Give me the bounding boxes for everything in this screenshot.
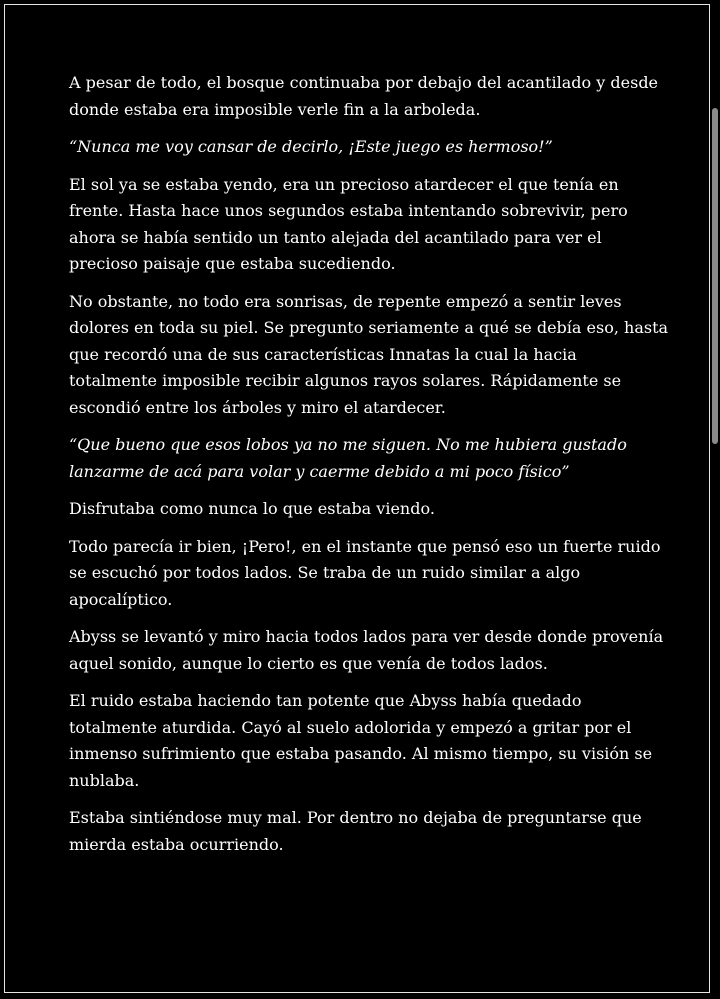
paragraph: Estaba sintiéndose muy mal. Por dentro no dejaba de preguntarse que mierda estaba ocurriendo. xyxy=(69,808,642,854)
paragraph: No obstante, no todo era sonrisas, de repente empezó a sentir leves dolores en toda su piel. Se pregunto seriamente a qué se debía eso, hasta que recordó una de sus características Innatas la cual la hacia totalmente imposible recibir algunos rayos solares. Rápidamente se escondió entre los árboles y miro el atardecer. xyxy=(69,291,669,417)
paragraph: El ruido estaba haciendo tan potente que Abyss había quedado totalmente aturdida. Cayó al suelo adolorida y empezó a gritar por el inmenso sufrimiento que estaba pasando. Al mismo tiempo, su visión se nublaba. xyxy=(69,691,653,790)
paragraph: El sol ya se estaba yendo, era un precioso atardecer el que tenía en frente. Hasta hace unos segundos estaba intentando sobrevivir, pero ahora se había sentido un tanto alejada del acantilado para ver el precioso paisaje que estaba sucediendo. xyxy=(69,174,628,273)
chapter-text xyxy=(69,70,669,869)
thought-paragraph: “Nunca me voy cansar de decirlo, ¡Este juego es hermoso!” xyxy=(69,137,553,156)
thought-paragraph: “Que bueno que esos lobos ya no me siguen. No me hubiera gustado lanzarme de acá para volar y caerme debido a mi poco físico” xyxy=(69,435,627,481)
paragraph: Abyss se levantó y miro hacia todos lados para ver desde donde provenía aquel sonido, aunque lo cierto es que venía de todos lados. xyxy=(69,627,664,673)
paragraph: A pesar de todo, el bosque continuaba por debajo del acantilado y desde donde estaba era imposible verle fin a la arboleda. xyxy=(69,73,659,119)
paragraph: Todo parecía ir bien, ¡Pero!, en el instante que pensó eso un fuerte ruido se escuchó por todos lados. Se traba de un ruido similar a algo apocalíptico. xyxy=(69,536,661,609)
paragraph: Disfrutaba como nunca lo que estaba viendo. xyxy=(69,499,435,518)
scrollbar-thumb[interactable] xyxy=(712,108,718,444)
